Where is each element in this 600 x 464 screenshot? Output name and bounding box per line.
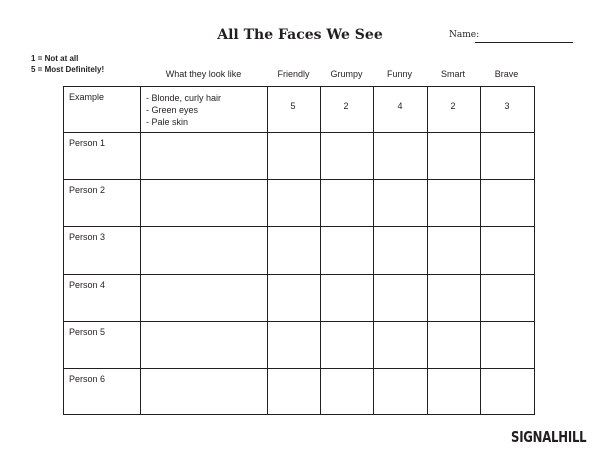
column-divider <box>140 87 141 414</box>
row-divider <box>64 179 534 180</box>
example-description <box>146 92 221 128</box>
header-friendly: Friendly <box>277 69 310 79</box>
description-line: - Pale skin <box>146 117 189 127</box>
example-smart-rating: 2 <box>450 101 456 111</box>
column-divider <box>373 87 374 414</box>
description-line: - Green eyes <box>146 105 199 115</box>
scale-high: 5 = Most Definitely! <box>31 65 105 74</box>
row-divider <box>64 321 534 322</box>
header-grumpy: Grumpy <box>330 69 363 79</box>
description-line: - Blonde, curly hair <box>146 93 222 103</box>
row-label-person-1: Person 1 <box>69 138 106 148</box>
column-headers <box>0 69 600 83</box>
row-label-example: Example <box>69 92 105 102</box>
row-label-person-2: Person 2 <box>69 185 106 195</box>
row-label-person-3: Person 3 <box>69 232 106 242</box>
name-label: Name: <box>449 30 480 40</box>
row-divider <box>64 368 534 369</box>
row-label-person-6: Person 6 <box>69 374 106 384</box>
example-friendly-rating: 5 <box>290 101 296 111</box>
header-appearance: What they look like <box>165 69 242 79</box>
signalhill-logo: SIGNALHILL <box>511 428 587 446</box>
header-funny: Funny <box>386 69 412 79</box>
column-divider <box>480 87 481 414</box>
row-label-person-4: Person 4 <box>69 280 106 290</box>
row-label-person-5: Person 5 <box>69 327 106 337</box>
name-field[interactable] <box>449 30 574 44</box>
example-grumpy-rating: 2 <box>343 101 349 111</box>
name-underline[interactable] <box>475 42 573 43</box>
row-divider <box>64 274 534 275</box>
scale-low: 1 = Not at all <box>31 54 79 63</box>
header-smart: Smart <box>440 69 465 79</box>
worksheet-title: All The Faces We See <box>217 27 383 43</box>
column-divider <box>267 87 268 414</box>
ratings-table <box>63 86 535 415</box>
column-divider <box>427 87 428 414</box>
row-divider <box>64 226 534 227</box>
example-brave-rating: 3 <box>504 101 510 111</box>
header-brave: Brave <box>494 69 519 79</box>
example-funny-rating: 4 <box>397 101 403 111</box>
column-divider <box>320 87 321 414</box>
row-divider <box>64 132 534 133</box>
